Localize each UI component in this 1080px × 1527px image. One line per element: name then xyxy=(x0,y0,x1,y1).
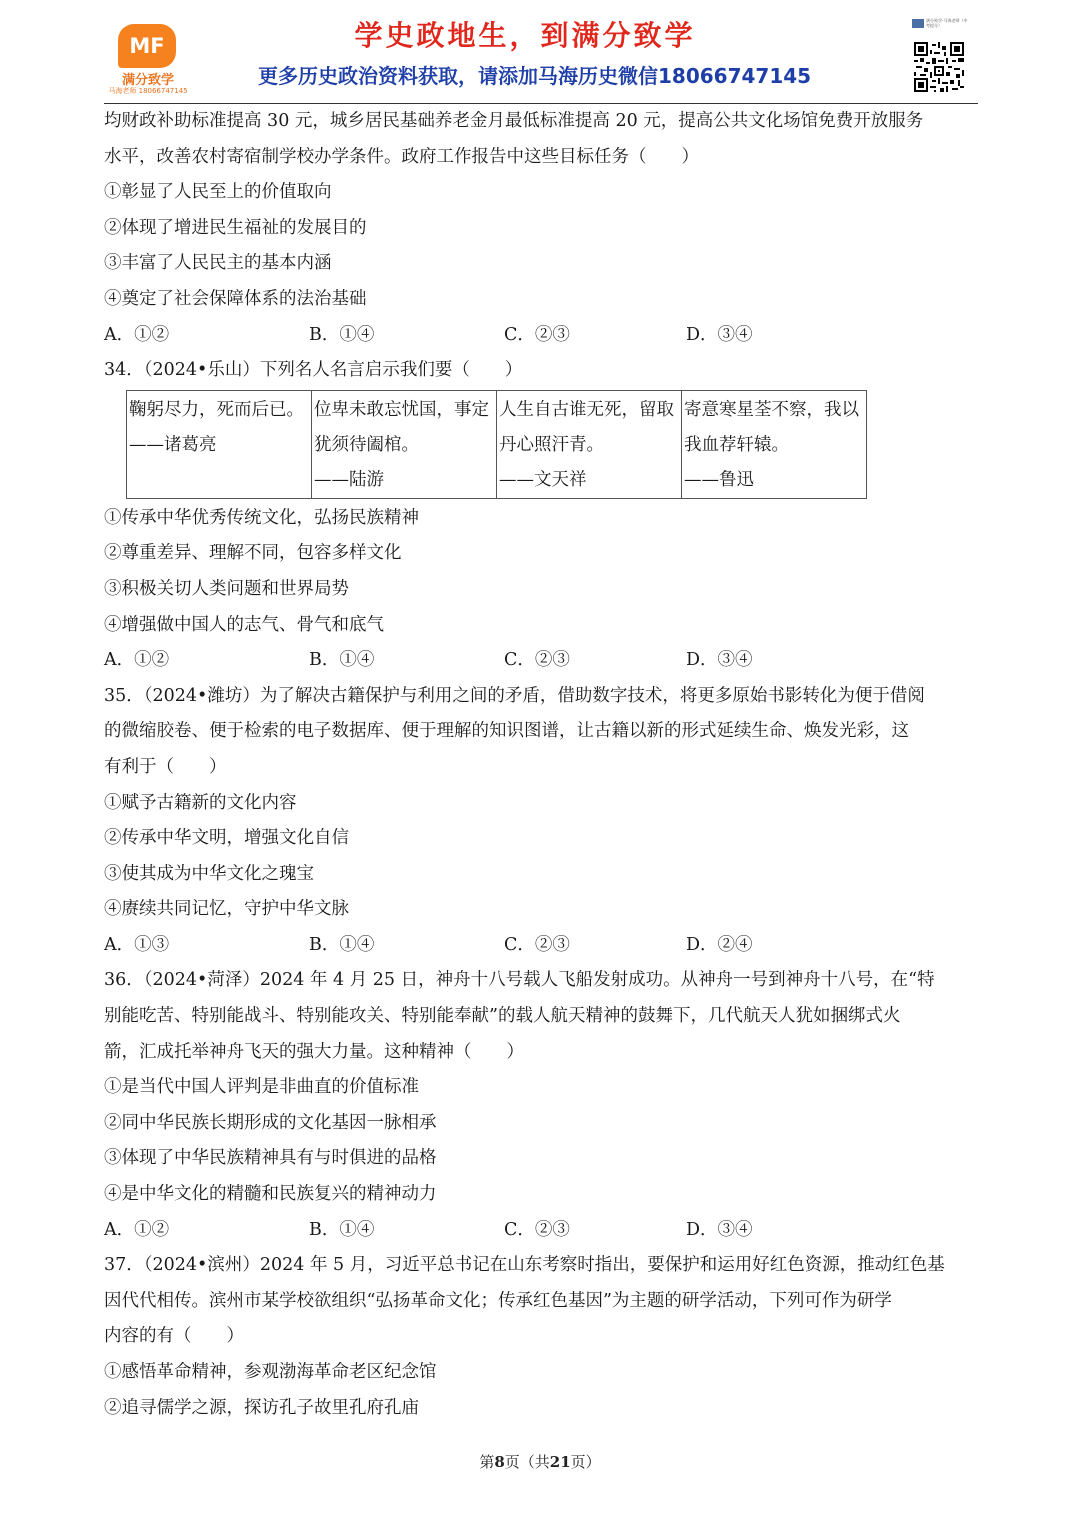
statement-item: ①感悟革命精神，参观渤海革命老区纪念馆 xyxy=(104,1362,437,1382)
question-36 xyxy=(104,963,980,1248)
header-contact: 更多历史政治资料获取，请添加马海历史微信18066747145 xyxy=(258,64,812,88)
question-stem-line: 别能吃苦、特别能战斗、特别能攻关、特别能奉献”的载人航天精神的鼓舞下，几代航天人犹如捆绑式火 xyxy=(104,1006,901,1027)
question-stem-line: 34．（2024•乐山）下列名人名言启示我们要（ ） xyxy=(104,360,523,381)
statement-item: ①彰显了人民至上的价值取向 xyxy=(104,182,332,203)
question-37 xyxy=(104,1248,980,1426)
quote-text: 寄意寒星荃不察，我以我血荐轩辕。 xyxy=(684,399,859,455)
table-row xyxy=(127,390,867,498)
answer-options xyxy=(104,643,980,679)
statement-item: ④增强做中国人的志气、骨气和底气 xyxy=(104,614,384,635)
option-d: D．③④ xyxy=(686,1219,753,1240)
page-content xyxy=(104,104,980,1426)
question-stem-line: 内容的有（ ） xyxy=(104,1326,244,1347)
footer-suffix: 页） xyxy=(570,1453,601,1471)
logo-subtitle: 马海老师 18066747145 xyxy=(108,87,188,95)
statement-item: ①传承中华优秀传统文化，弘扬民族精神 xyxy=(104,507,419,528)
answer-options xyxy=(104,318,980,354)
statement-item: ③丰富了人民民主的基本内涵 xyxy=(104,253,332,274)
statement-item: ③体现了中华民族精神具有与时俱进的品格 xyxy=(104,1148,437,1169)
quote-cell xyxy=(312,390,497,498)
option-d: D．③④ xyxy=(686,650,753,671)
option-c: C．②③ xyxy=(504,324,570,345)
option-b: B．①④ xyxy=(309,934,375,955)
statement-item: ②传承中华文明，增强文化自信 xyxy=(104,828,349,849)
current-page-number: 8 xyxy=(494,1453,505,1471)
question-34 xyxy=(104,353,980,679)
quote-text: 人生自古谁无死，留取丹心照汗青。 xyxy=(499,399,674,455)
quote-author: ——陆游 xyxy=(314,469,384,490)
option-d: D．③④ xyxy=(686,324,753,345)
page-footer xyxy=(0,1451,1080,1472)
statement-item: ④奠定了社会保障体系的法治基础 xyxy=(104,288,367,309)
option-b: B．①④ xyxy=(309,324,375,345)
question-stem-line: 箭，汇成托举神舟飞天的强大力量。这种精神（ ） xyxy=(104,1041,524,1062)
statement-item: ③积极关切人类问题和世界局势 xyxy=(104,578,349,599)
page-header xyxy=(0,0,1080,104)
option-b: B．①④ xyxy=(309,1219,375,1240)
question-stem-line: 均财政补助标准提高 30 元，城乡居民基础养老金月最低标准提高 20 元，提高公共文化场馆免费开放服务 xyxy=(104,111,924,131)
option-a: A．①② xyxy=(104,1219,170,1240)
option-a: A．①② xyxy=(104,650,170,671)
quote-cell xyxy=(682,390,867,498)
statement-item: ②尊重差异、理解不同，包容多样文化 xyxy=(104,543,402,564)
statement-item: ②同中华民族长期形成的文化基因一脉相承 xyxy=(104,1112,437,1133)
quote-author: ——鲁迅 xyxy=(684,469,754,490)
option-d: D．②④ xyxy=(686,934,753,955)
statement-item: ③使其成为中华文化之瑰宝 xyxy=(104,863,314,884)
question-stem-line: 的微缩胶卷、便于检索的电子数据库、便于理解的知识图谱，让古籍以新的形式延续生命、焕发光彩，这 xyxy=(104,721,909,742)
quote-cell xyxy=(127,390,312,498)
quote-author: ——诸葛亮 xyxy=(129,434,217,455)
footer-prefix: 第 xyxy=(479,1453,495,1471)
question-33-continued xyxy=(104,104,980,353)
option-b: B．①④ xyxy=(309,650,375,671)
logo-name: 满分致学 xyxy=(121,73,174,88)
option-c: C．②③ xyxy=(504,1219,570,1240)
option-c: C．②③ xyxy=(504,934,570,955)
statement-item: ②追寻儒学之源，探访孔子故里孔府孔庙 xyxy=(104,1397,419,1418)
quote-author: ——文天祥 xyxy=(499,469,587,490)
qr-code-icon xyxy=(914,42,964,92)
option-c: C．②③ xyxy=(504,650,570,671)
footer-mid: 页（共 xyxy=(504,1453,550,1471)
answer-options xyxy=(104,928,980,964)
quote-text: 位卑未敢忘忧国，事定犹须待阖棺。 xyxy=(314,399,489,455)
question-stem-line: 有利于（ ） xyxy=(104,756,227,777)
question-stem-line: 37．（2024•滨州）2024 年 5 月，习近平总书记在山东考察时指出，要保护和运用好红色资源，推动红色基 xyxy=(104,1255,945,1276)
answer-options xyxy=(104,1213,980,1249)
question-stem-line: 因代代相传。滨州市某学校欲组织“弘扬革命文化；传承红色基因”为主题的研学活动，下列可作为研学 xyxy=(104,1290,892,1311)
question-stem-line: 36．（2024•菏泽）2024 年 4 月 25 日，神舟十八号载人飞船发射成功。从神舟一号到神舟十八号，在“特 xyxy=(104,970,935,991)
quote-text: 鞠躬尽力，死而后已。 xyxy=(129,399,304,420)
quotes-table xyxy=(126,390,867,499)
question-stem-line: 35．（2024•潍坊）为了解决古籍保护与利用之间的矛盾，借助数字技术，将更多原始书影转化为便于借阅 xyxy=(104,685,925,706)
question-stem-line: 水平，改善农村寄宿制学校办学条件。政府工作报告中这些目标任务（ ） xyxy=(104,146,699,167)
option-a: A．①③ xyxy=(104,934,170,955)
qr-caption: 满分致学-马海老师（中考提分） xyxy=(926,18,968,28)
statement-item: ④赓续共同记忆，守护中华文脉 xyxy=(104,899,349,920)
total-pages: 21 xyxy=(549,1453,571,1471)
statement-item: ④是中华文化的精髓和民族复兴的精神动力 xyxy=(104,1184,437,1205)
statement-item: ①赋予古籍新的文化内容 xyxy=(104,792,297,813)
option-a: A．①② xyxy=(104,324,170,345)
qr-thumbnail-icon xyxy=(912,19,924,28)
qr-block xyxy=(912,18,968,100)
header-slogan: 学史政地生，到满分致学 xyxy=(354,19,696,52)
statement-item: ②体现了增进民生福祉的发展目的 xyxy=(104,217,367,238)
logo-text: MF xyxy=(129,34,165,58)
question-35 xyxy=(104,679,980,964)
statement-item: ①是当代中国人评判是非曲直的价值标准 xyxy=(104,1077,419,1098)
brand-logo xyxy=(118,24,176,68)
quote-cell xyxy=(497,390,682,498)
